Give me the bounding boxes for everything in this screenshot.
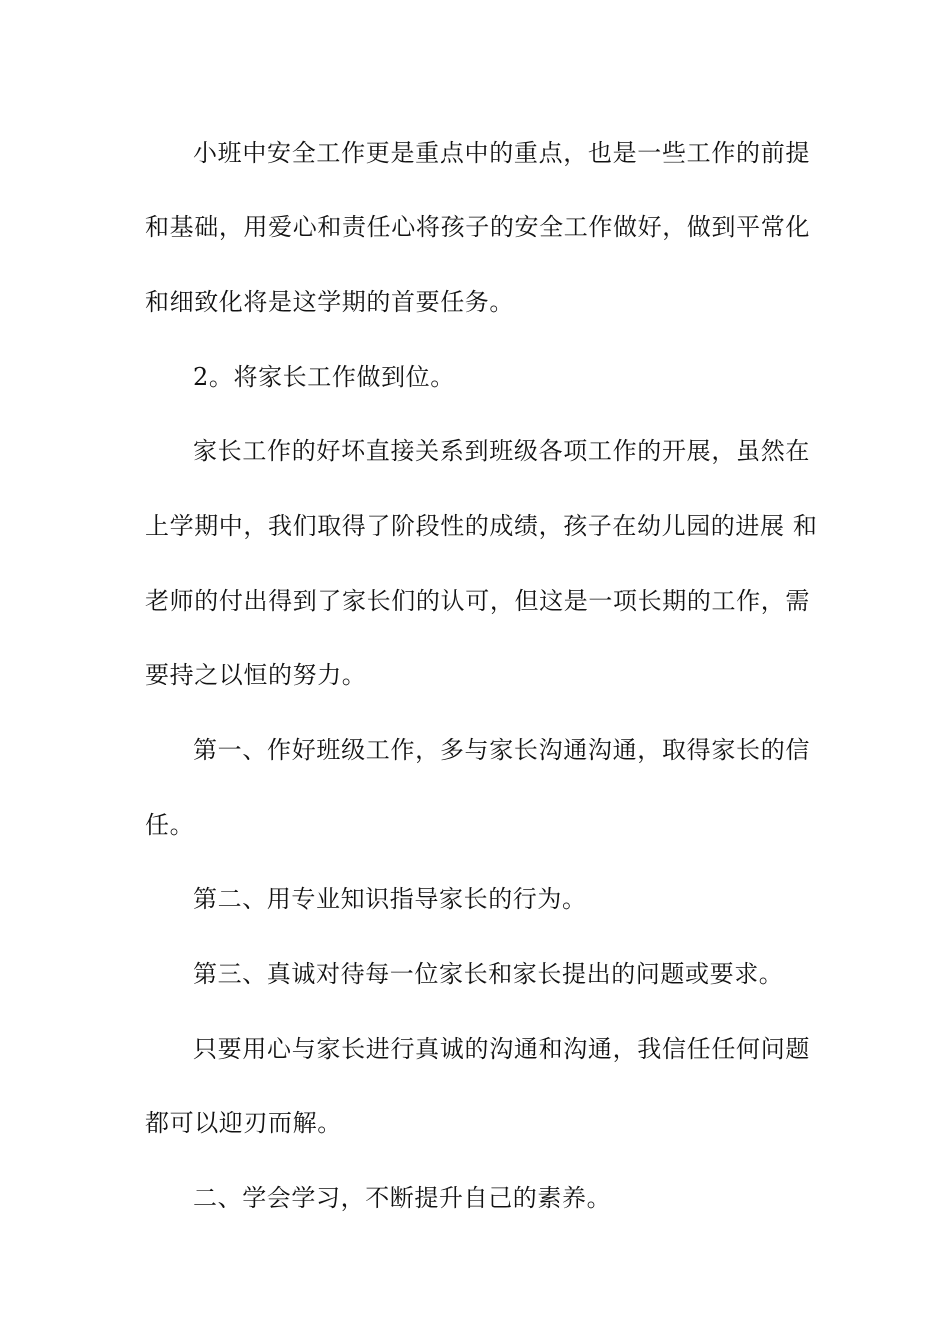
paragraph-line: 家长工作的好坏直接关系到班级各项工作的开展，虽然在 bbox=[193, 437, 810, 465]
paragraph-line: 第三、真诚对待每一位家长和家长提出的问题或要求。 bbox=[193, 960, 784, 988]
paragraph-line: 和细致化将是这学期的首要任务。 bbox=[145, 288, 514, 316]
section-heading: 二、学会学习，不断提升自己的素养。 bbox=[193, 1184, 612, 1212]
paragraph-line: 上学期中，我们取得了阶段性的成绩，孩子在幼儿园的进展 和 bbox=[145, 512, 818, 540]
paragraph-line: 第二、用专业知识指导家长的行为。 bbox=[193, 885, 587, 913]
paragraph-line: 都可以迎刃而解。 bbox=[145, 1109, 342, 1137]
paragraph-line: 和基础，用爱心和责任心将孩子的安全工作做好，做到平常化 bbox=[145, 213, 810, 241]
paragraph-line: 2。将家长工作做到位。 bbox=[193, 363, 455, 391]
paragraph-line: 第一、作好班级工作，多与家长沟通沟通，取得家长的信 bbox=[193, 736, 810, 764]
paragraph-line: 小班中安全工作更是重点中的重点，也是一些工作的前提 bbox=[193, 139, 810, 167]
paragraph-line: 老师的付出得到了家长们的认可，但这是一项长期的工作，需 bbox=[145, 587, 810, 615]
paragraph-line: 只要用心与家长进行真诚的沟通和沟通，我信任任何问题 bbox=[193, 1035, 810, 1063]
paragraph-line: 要持之以恒的努力。 bbox=[145, 661, 367, 689]
paragraph-line: 任。 bbox=[145, 811, 195, 839]
